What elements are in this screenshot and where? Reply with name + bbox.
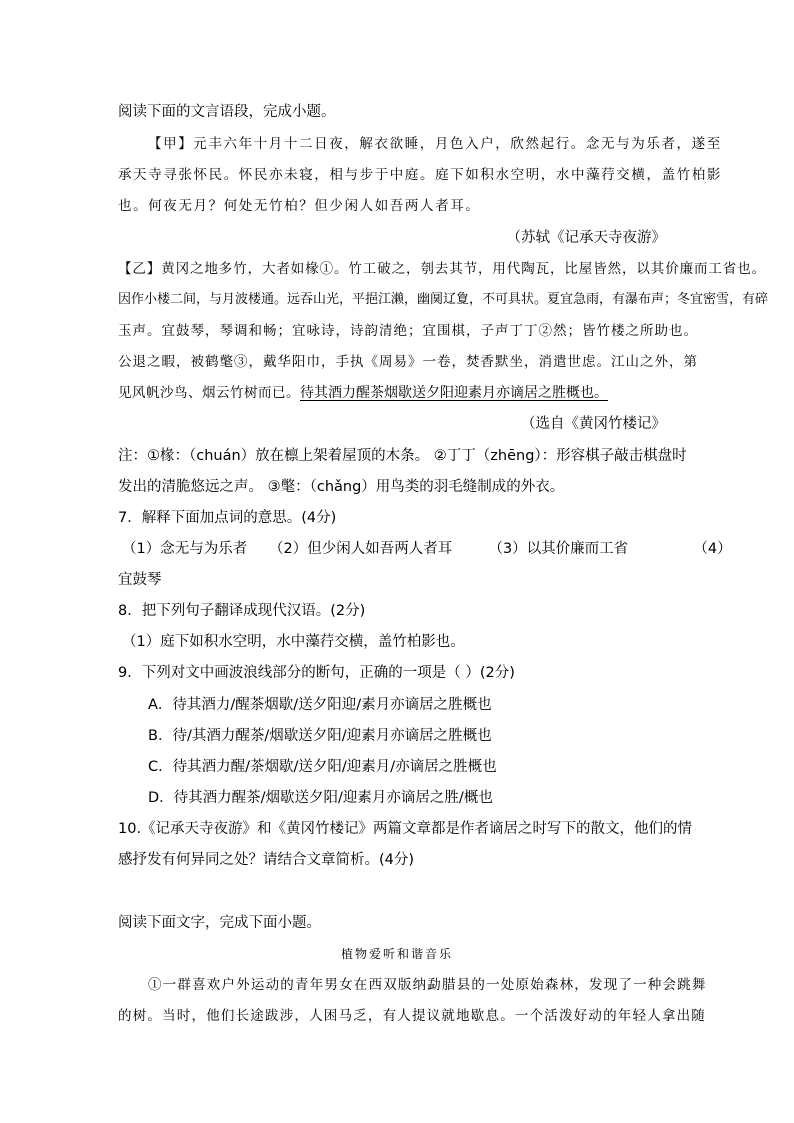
question-7-items-cont: 宜鼓琴 — [118, 572, 162, 588]
question-10-line: 感抒发有何异同之处？请结合文章简析。(4分) — [118, 852, 415, 868]
question-8-stem: 8．把下列句子翻译成现代汉语。(2分) — [118, 603, 366, 619]
question-7-stem: 7．解释下面加点词的意思。(4分) — [118, 510, 337, 526]
question-9-option-c: C．待其酒力醒/茶烟歇/送夕阳/迎素月/亦谪居之胜概也 — [148, 759, 497, 775]
question-7-items: （1）念无与为乐者 （2）但少闲人如吾两人者耳 （3）以其价廉而工省 （4） — [122, 541, 732, 557]
question-9-option-b: B．待/其酒力醒茶/烟歇送夕阳/迎素月亦谪居之胜概也 — [148, 728, 492, 744]
passage-jia-line: 【甲】元丰六年十月十二日夜，解衣欲睡，月色入户，欣然起行。念无与为乐者，遂至 — [148, 136, 722, 152]
passage-yi-source: （选自《黄冈竹楼记》 — [521, 416, 666, 432]
passage-yi-text: 见风帆沙鸟、烟云竹树而已。 — [118, 385, 300, 401]
passage-yi-line — [118, 383, 608, 403]
section-instruction: 阅读下面的文言语段，完成小题。 — [118, 104, 336, 120]
question-9-option-a: A．待其酒力/醒茶烟歇/送夕阳迎/素月亦谪居之胜概也 — [148, 697, 492, 713]
passage-jia-line: 承天寺寻张怀民。怀民亦未寝，相与步于中庭。庭下如积水空明，水中藻荇交横，盖竹柏影 — [118, 167, 722, 183]
passage-yi-line: 因作小楼二间，与月波楼通。远吞山光，平挹江濑，幽阒辽夐，不可具状。夏宜急雨，有瀑布声；冬宜密雪，有碎 — [118, 292, 769, 307]
passage-yi-line: 公退之暇，被鹤氅③，戴华阳巾，手执《周易》一卷，焚香默坐，消遣世虑。江山之外，第 — [118, 354, 698, 370]
article-title: 植物爱听和谐音乐 — [340, 947, 453, 961]
section-instruction: 阅读下面文字，完成下面小题。 — [118, 915, 321, 931]
article-paragraph-line: ①一群喜欢户外运动的青年男女在西双版纳勐腊县的一处原始森林，发现了一种会跳舞 — [148, 977, 707, 993]
annotation-line: 发出的清脆悠远之声。 ③氅：（chǎng）用鸟类的羽毛缝制成的外衣。 — [118, 479, 565, 495]
passage-jia-line: 也。何夜无月？何处无竹柏？但少闲人如吾两人者耳。 — [118, 198, 481, 214]
passage-jia-source: （苏轼《记承天寺夜游》 — [506, 230, 666, 246]
passage-yi-line: 【乙】黄冈之地多竹，大者如椽①。竹工破之，刳去其节，用代陶瓦，比屋皆然，以其价廉而工省也。 — [118, 261, 766, 277]
question-8-item: （1）庭下如积水空明，水中藻荇交横，盖竹柏影也。 — [122, 634, 465, 650]
article-paragraph-line: 的树。当时，他们长途跋涉，人困马乏，有人提议就地歇息。一个活泼好动的年轻人拿出随 — [118, 1008, 706, 1024]
passage-yi-line: 玉声。宜鼓琴，琴调和畅；宜咏诗，诗韵清绝；宜围棋，子声丁丁②然；皆竹楼之所助也。 — [118, 323, 698, 339]
annotation-line: 注：①椽：（chuán）放在檩上架着屋顶的木条。 ②丁丁（zhēng）：形容棋子敲击棋盘时 — [118, 448, 687, 464]
question-9-stem: 9．下列对文中画波浪线部分的断句，正确的一项是（ ）(2分) — [118, 665, 515, 681]
question-9-option-d: D．待其酒力醒茶/烟歇送夕阳/迎素月亦谪居之胜/概也 — [148, 790, 493, 806]
question-10-line: 10.《记承天寺夜游》和《黄冈竹楼记》两篇文章都是作者谪居之时写下的散文，他们的情 — [118, 821, 693, 837]
wavy-underlined-sentence: 待其酒力醒茶烟歇送夕阳迎素月亦谪居之胜概也。 — [300, 385, 608, 401]
